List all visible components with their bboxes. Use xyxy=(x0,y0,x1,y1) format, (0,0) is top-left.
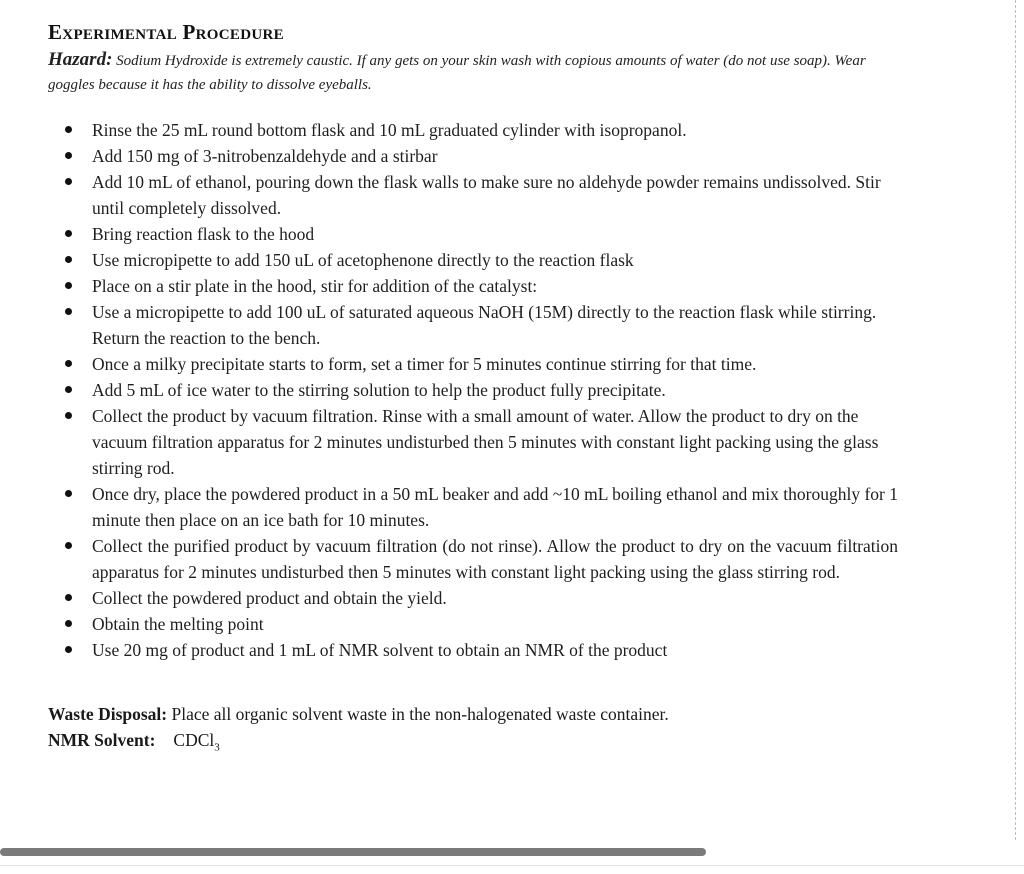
page-edge-divider xyxy=(1015,0,1016,840)
list-item xyxy=(48,585,898,611)
step-text: Add 10 mL of ethanol, pouring down the flask walls to make sure no aldehyde powder remains undissolved. Stir until completely dissolved. xyxy=(92,172,881,218)
page-title: Experimental Procedure xyxy=(48,20,284,44)
bullet-icon xyxy=(65,594,72,601)
bullet-icon xyxy=(65,412,72,419)
step-text: Collect the product by vacuum filtration. Rinse with a small amount of water. Allow the product to dry on the vacuum filtration apparatus for 2 minutes undisturbed then 5 minutes with constant light packing using the glass stirring rod. xyxy=(92,406,879,478)
bullet-icon xyxy=(65,360,72,367)
nmr-label: NMR Solvent: xyxy=(48,730,156,750)
list-item xyxy=(48,533,898,585)
list-item xyxy=(48,611,898,637)
list-item xyxy=(48,143,898,169)
bullet-icon xyxy=(65,620,72,627)
step-text: Once dry, place the powdered product in a 50 mL beaker and add ~10 mL boiling ethanol and mix thoroughly for 1 minute then place on an ice bath for 10 minutes. xyxy=(92,484,898,530)
list-item xyxy=(48,273,898,299)
nmr-solvent xyxy=(48,727,898,761)
list-item xyxy=(48,221,898,247)
list-item xyxy=(48,299,898,351)
procedure-steps xyxy=(48,117,898,663)
nmr-solvent-value xyxy=(173,730,220,754)
list-item xyxy=(48,117,898,143)
step-text: Add 150 mg of 3-nitrobenzaldehyde and a stirbar xyxy=(92,146,438,166)
step-text: Place on a stir plate in the hood, stir for addition of the catalyst: xyxy=(92,276,538,296)
hazard-text: Sodium Hydroxide is extremely caustic. If any gets on your skin wash with copious amounts of water (do not use soap). Wear goggles because it has the ability to dissolve eyeballs. xyxy=(48,53,866,93)
step-text: Rinse the 25 mL round bottom flask and 10 mL graduated cylinder with isopropanol. xyxy=(92,120,687,140)
bullet-icon xyxy=(65,178,72,185)
bullet-icon xyxy=(65,282,72,289)
step-text: Collect the powdered product and obtain the yield. xyxy=(92,588,447,608)
step-text: Once a milky precipitate starts to form, set a timer for 5 minutes continue stirring for that time. xyxy=(92,354,757,374)
waste-label: Waste Disposal: xyxy=(48,704,168,724)
bullet-icon xyxy=(65,646,72,653)
bottom-divider xyxy=(0,865,1024,866)
step-text: Obtain the melting point xyxy=(92,614,264,634)
horizontal-scrollbar-thumb[interactable] xyxy=(0,848,706,856)
step-text: Use micropipette to add 150 uL of acetophenone directly to the reaction flask xyxy=(92,250,634,270)
bullet-icon xyxy=(65,126,72,133)
list-item xyxy=(48,637,898,663)
list-item xyxy=(48,377,898,403)
bullet-icon xyxy=(65,542,72,549)
hazard-note xyxy=(48,48,898,97)
bullet-icon xyxy=(65,386,72,393)
bullet-icon xyxy=(65,490,72,497)
waste-text: Place all organic solvent waste in the non-halogenated waste container. xyxy=(167,704,669,724)
procedure-document xyxy=(48,18,898,761)
list-item xyxy=(48,403,898,481)
step-text: Use 20 mg of product and 1 mL of NMR solvent to obtain an NMR of the product xyxy=(92,640,668,660)
hazard-label: Hazard: xyxy=(48,49,113,70)
bullet-icon xyxy=(65,230,72,237)
bullet-icon xyxy=(65,308,72,315)
waste-disposal xyxy=(48,701,898,727)
list-item xyxy=(48,481,898,533)
nmr-solvent-subscript: 3 xyxy=(214,741,220,754)
step-text: Add 5 mL of ice water to the stirring solution to help the product fully precipitate. xyxy=(92,380,666,400)
bullet-icon xyxy=(65,152,72,159)
step-text: Use a micropipette to add 100 uL of saturated aqueous NaOH (15M) directly to the reaction flask while stirring. Return the reaction to the bench. xyxy=(92,302,877,348)
list-item xyxy=(48,247,898,273)
list-item xyxy=(48,351,898,377)
bullet-icon xyxy=(65,256,72,263)
step-text: Bring reaction flask to the hood xyxy=(92,224,315,244)
step-text: Collect the purified product by vacuum filtration (do not rinse). Allow the product to dry on the vacuum filtration apparatus for 2 minutes undisturbed then 5 minutes with constant light packing using the glass stirring rod. xyxy=(92,536,898,582)
nmr-solvent-formula: CDCl xyxy=(173,730,215,750)
list-item xyxy=(48,169,898,221)
